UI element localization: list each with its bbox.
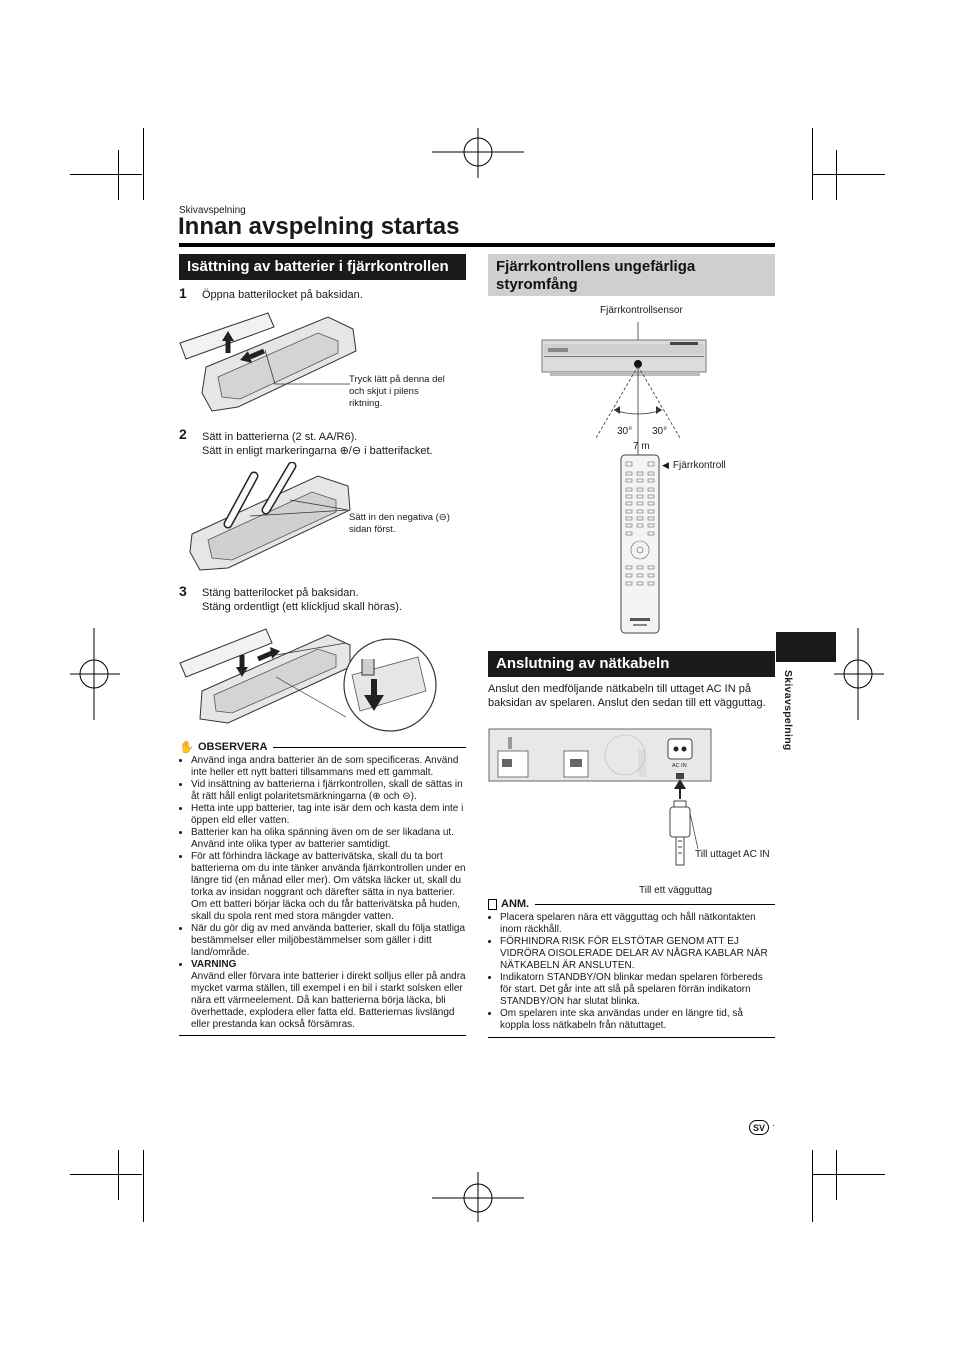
registration-target-left (70, 628, 120, 720)
registration-target-bottom (432, 1172, 524, 1222)
page-number: · (772, 1120, 776, 1131)
step-number: 1 (179, 285, 187, 301)
angle-left-label: 30° (617, 426, 633, 437)
crop-mark (813, 1174, 885, 1175)
list-item: • Om spelaren inte ska användas under en längre tid, så koppla loss nätkabeln från nätuttaget. (500, 1008, 775, 1032)
ac-in-label: AC IN (672, 763, 687, 769)
crop-mark (813, 174, 885, 175)
list-item: • Vid insättning av batterierna i fjärrkontrollen, skall de sättas in åt rätt håll enligt polaritetsmärkningarna (⊕ och ⊖). (191, 779, 466, 803)
callout-text: Sätt in den negativa (⊖) sidan först. (349, 512, 450, 535)
crop-mark (118, 150, 119, 200)
callout-text: Tryck lätt på denna del och skjut i pilens riktning. (349, 374, 445, 409)
hand-icon: ✋ (179, 740, 194, 754)
crop-mark (836, 1150, 837, 1200)
step-text: Öppna batterilocket på baksidan. (202, 289, 363, 301)
note-list (488, 912, 775, 1032)
list-item: • Placera spelaren nära ett vägguttag och håll nätkontakten inom räckhåll. (500, 912, 775, 936)
title-rule (179, 243, 775, 247)
caution-bottom-rule (179, 1035, 466, 1036)
crop-mark (118, 1150, 119, 1200)
step-text: Stäng batterilocket på baksidan. Stäng ordentligt (ett klickljud skall höras). (202, 587, 402, 613)
list-item: • FÖRHINDRA RISK FÖR ELSTÖTAR GENOM ATT EJ VIDRÖRA OISOLERADE DELAR AV NÅGRA KABLAR NÄR NÄTKABELN ÄR ANSLUTEN. (500, 936, 775, 972)
step-number: 2 (179, 426, 187, 442)
side-tab-label: Skivavspelning (782, 670, 794, 751)
step-text: Sätt in batterierna (2 st. AA/R6). Sätt in enligt markeringarna ⊕/⊖ i batterifacket. (202, 431, 433, 457)
breadcrumb: Skivavspelning (179, 205, 246, 216)
crop-mark (812, 128, 813, 200)
page-title: Innan avspelning startas (178, 213, 460, 240)
list-item: • För att förhindra läckage av batterivätska, skall du ta bort batterierna om du inte tänker använda fjärrkontrollen under en längre tid (en månad eller mer). Om vätska läcker ut, skall du torka av insidan noggrant och därefter sätta in nya batterier. Om ett batteri börjar läcka och du får batterivätska på huden, skall du spola rent med stora mängder vatten. (191, 851, 466, 923)
power-intro: Anslut den medföljande nätkabeln till uttaget AC IN på baksidan av spelaren. Anslut den sedan till ett vägguttag. (488, 683, 766, 709)
callout-text: Till uttaget AC IN (695, 849, 770, 860)
caution-list (179, 755, 466, 1031)
crop-mark (143, 128, 144, 200)
caution-box (179, 741, 466, 1036)
caution-head: ✋ OBSERVERA (179, 740, 268, 754)
remote-label: ◀ Fjärrkontroll (662, 460, 726, 471)
remote-close-cover-illustration (178, 615, 468, 733)
registration-target-top (432, 128, 524, 178)
crop-mark (143, 1150, 144, 1222)
language-badge: SV (749, 1120, 769, 1135)
note-bottom-rule (488, 1037, 775, 1038)
section-heading-range: Fjärrkontrollens ungefärliga styromfång (488, 254, 775, 296)
player-rear-panel-illustration (488, 727, 713, 867)
side-tab (776, 632, 836, 662)
note-rule (535, 904, 775, 905)
registration-target-right (834, 628, 884, 720)
crop-mark (70, 174, 142, 175)
distance-label: 7 m (633, 441, 650, 452)
list-item: • Indikatorn STANDBY/ON blinkar medan spelaren förbereds för start. Det går inte att slå på spelaren förrän indikatorn STANDBY/ON har slutat blinka. (500, 972, 775, 1008)
crop-mark (812, 1150, 813, 1222)
list-item: • När du gör dig av med använda batterier, skall du följa statliga bestämmelser eller miljöbestämmelser som gäller i ditt land/område. (191, 923, 466, 959)
angle-right-label: 30° (652, 426, 668, 437)
callout-text: Till ett vägguttag (639, 885, 713, 896)
list-item: • Batterier kan ha olika spänning även om de ser likadana ut. Använd inte olika typer av batterier samtidigt. (191, 827, 466, 851)
warning-item: • VARNING Använd eller förvara inte batterier i direkt solljus eller på andra mycket varma ställen, till exempel i en bil i starkt solsken eller nära ett värmeelement. Då kan batterierna börja läcka, bli överhettade, explodera eller fatta eld. Batteriernas livslängd eller prestanda kan också försämras. (191, 959, 466, 1031)
step-number: 3 (179, 583, 187, 599)
callout-line (240, 488, 350, 528)
caution-rule (273, 747, 466, 748)
crop-mark (836, 150, 837, 200)
callout-line (265, 350, 350, 390)
remote-control-illustration (620, 454, 660, 634)
note-icon (488, 899, 497, 910)
list-item: • Använd inga andra batterier än de som specificeras. Använd inte heller ett nytt batteri tillsammans med ett gammalt. (191, 755, 466, 779)
list-item: • Hetta inte upp batterier, tag inte isär dem och kasta dem inte i öppen eld eller vatten. (191, 803, 466, 827)
section-heading-batteries: Isättning av batterier i fjärrkontrollen (179, 254, 466, 280)
section-heading-power: Anslutning av nätkabeln (488, 651, 775, 677)
sensor-label: Fjärrkontrollsensor (600, 305, 683, 316)
crop-mark (70, 1174, 142, 1175)
note-box (488, 898, 775, 1038)
arrow-left-icon: ◀ (662, 460, 669, 470)
note-head: ANM. (488, 898, 529, 910)
